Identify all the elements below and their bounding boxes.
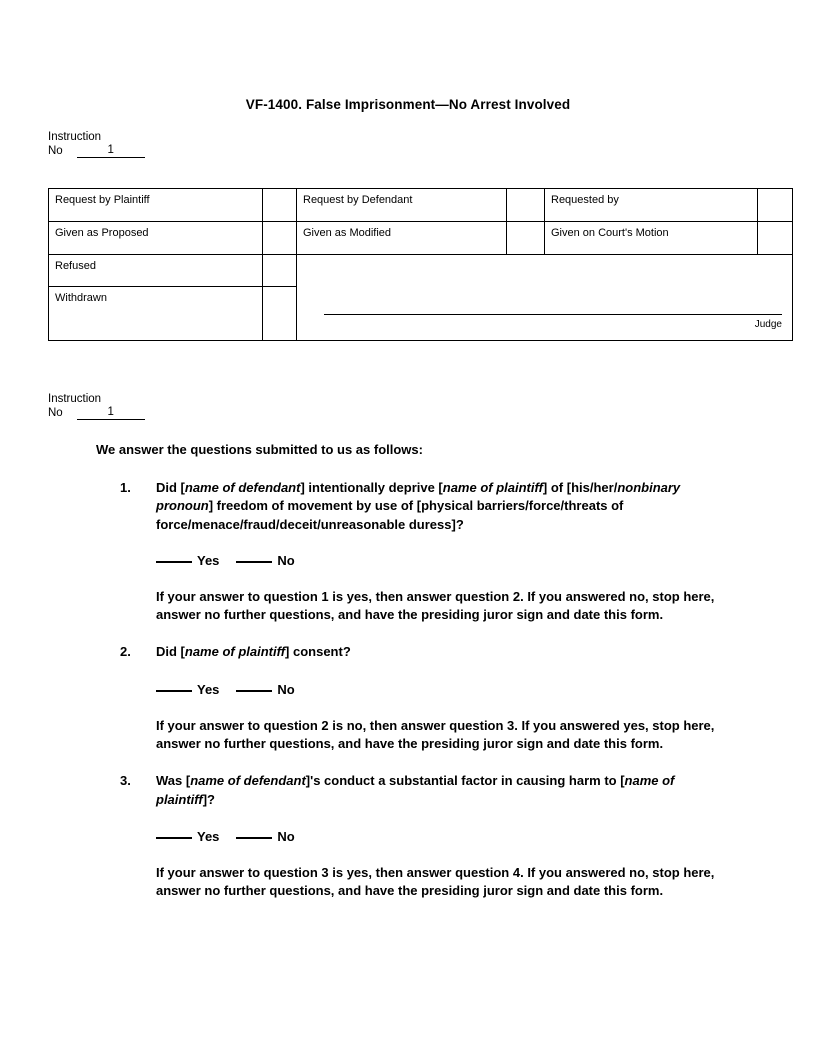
question-2-no-blank[interactable] [236,690,272,692]
question-1-instruction-note: If your answer to question 1 is yes, then answer question 2. If you answered no, stop here, answer no further questions, and have the presiding juror sign and date this form. [156,588,715,623]
question-3-no-label: No [277,828,295,844]
instruction-label-line1: Instruction [48,393,102,405]
checkbox-given-as-modified[interactable] [507,222,545,255]
question-3-answers [156,828,816,846]
question-2 [120,643,731,661]
question-2-yes-label: Yes [197,681,220,697]
question-1-yes-label: Yes [197,552,220,568]
instruction-label-line1: Instruction [48,131,102,143]
cell-refused [49,255,263,287]
cell-given-on-courts-motion [545,222,758,255]
judge-signature-cell [297,255,793,341]
cell-given-as-proposed [49,222,263,255]
question-3-instruction-note: If your answer to question 3 is yes, then answer question 4. If you answered no, stop here, answer no further questions, and have the presiding juror sign and date this form. [156,864,715,899]
question-2-text: Did [name of plaintiff] consent? [156,644,351,660]
question-1-no-blank[interactable] [236,561,272,563]
label-requested-by: Requested by [551,194,619,206]
question-1-yes-blank[interactable] [156,561,192,563]
page-title: VF-1400. False Imprisonment—No Arrest Involved [245,97,571,112]
checkbox-given-on-courts-motion[interactable] [758,222,793,255]
table-row [49,189,793,222]
question-3-number: 3. [120,773,131,789]
verdict-heading: We answer the questions submitted to us as follows: [96,442,423,457]
question-2-no-label: No [277,681,295,697]
table-row [49,222,793,255]
instruction-number-field-top[interactable]: 1 [77,144,145,158]
question-2-instruction-note: If your answer to question 2 is no, then answer question 3. If you answered yes, stop here, answer no further questions, and have the presiding juror sign and date this form. [156,717,715,752]
question-3-yes-label: Yes [197,828,220,844]
cell-request-by-plaintiff [49,189,263,222]
label-withdrawn: Withdrawn [55,292,107,304]
checkbox-given-as-proposed[interactable] [263,222,297,255]
question-1-no-label: No [277,552,295,568]
cell-requested-by [545,189,758,222]
disposition-table [48,188,793,341]
label-given-on-courts-motion: Given on Court's Motion [551,227,669,239]
question-3-text: Was [name of defendant]'s conduct a substantial factor in causing harm to [name of plaintiff]? [156,773,675,807]
question-1-number: 1. [120,480,131,495]
instruction-label-line2: No [48,407,63,419]
label-refused: Refused [55,260,96,272]
cell-given-as-modified [297,222,507,255]
question-1-text: Did [name of defendant] intentionally deprive [name of plaintiff] of [his/her/nonbinary pronoun] freedom of movement by use of [physical barriers/force/threats of force/menace/fraud/deceit/unreasonable duress]? [156,480,681,532]
table-row [49,255,793,287]
label-request-by-plaintiff: Request by Plaintiff [55,194,150,206]
question-1 [120,479,731,534]
judge-signature-line[interactable] [324,314,782,315]
instruction-number-top [48,130,145,158]
instruction-label-line2: No [48,145,63,157]
question-3-yes-blank[interactable] [156,837,192,839]
question-3-no-blank[interactable] [236,837,272,839]
cell-withdrawn [49,287,263,341]
checkbox-request-by-defendant[interactable] [507,189,545,222]
label-request-by-defendant: Request by Defendant [303,194,413,206]
checkbox-refused[interactable] [263,255,297,287]
checkbox-request-by-plaintiff[interactable] [263,189,297,222]
checkbox-withdrawn[interactable] [263,287,297,341]
question-2-answers [156,681,816,699]
checkbox-requested-by[interactable] [758,189,793,222]
cell-request-by-defendant [297,189,507,222]
instruction-number-field-mid[interactable]: 1 [77,406,145,420]
verdict-body [0,441,816,901]
label-given-as-proposed: Given as Proposed [55,227,149,239]
question-2-number: 2. [120,644,131,660]
instruction-number-mid [48,392,145,420]
question-2-yes-blank[interactable] [156,690,192,692]
question-3 [120,772,731,809]
label-given-as-modified: Given as Modified [303,227,392,239]
question-1-answers [156,552,816,570]
judge-signature-label: Judge [754,319,782,330]
